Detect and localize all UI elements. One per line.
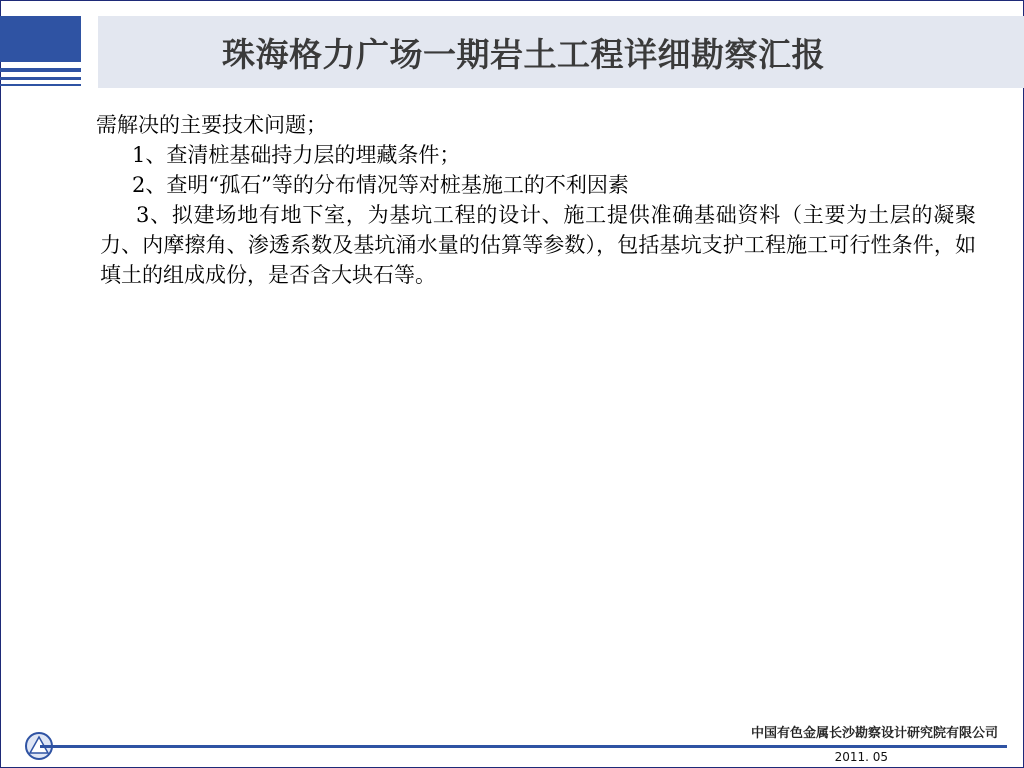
slide-body xyxy=(96,110,976,290)
list-item: 3、拟建场地有地下室，为基坑工程的设计、施工提供准确基础资料（主要为土层的凝聚力、内摩擦角、渗透系数及基坑涌水量的估算等参数），包括基坑支护工程施工可行性条件，如填土的组成成份，是否含大块石等。 xyxy=(100,203,976,287)
logo-square xyxy=(0,16,81,62)
date-label: 2011. 05 xyxy=(834,750,888,764)
page-title: 珠海格力广场一期岩土工程详细勘察汇报 xyxy=(222,34,825,74)
list-item: 2、查明“孤石”等的分布情况等对桩基施工的不利因素 xyxy=(132,173,629,197)
list-item: 1、查清桩基础持力层的埋藏条件； xyxy=(132,143,461,167)
intro-text: 需解决的主要技术问题； xyxy=(96,113,327,137)
footer-divider xyxy=(40,745,1007,748)
logo-stripe xyxy=(0,77,81,80)
header-logo-icon xyxy=(0,16,81,90)
logo-stripe xyxy=(0,68,81,72)
company-name: 中国有色金属长沙勘察设计研究院有限公司 xyxy=(750,726,998,741)
logo-stripe xyxy=(0,84,81,86)
title-banner xyxy=(98,16,1024,88)
